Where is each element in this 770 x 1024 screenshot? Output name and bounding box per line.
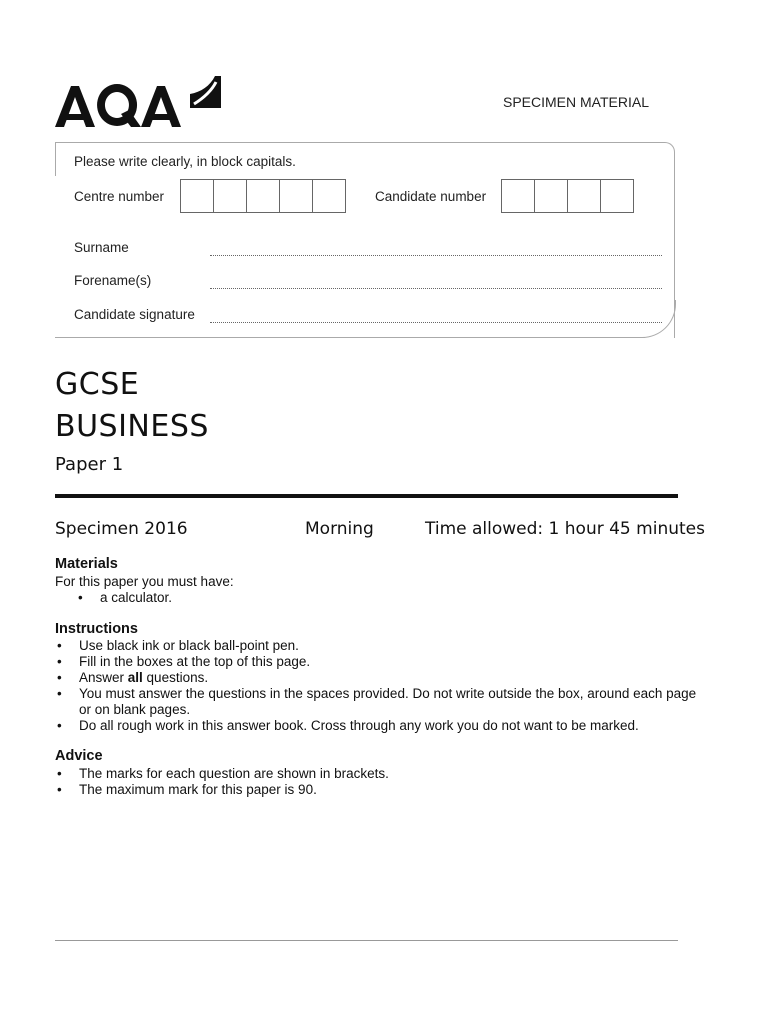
advice-list [55,766,705,798]
centre-number-label: Centre number [74,189,165,204]
list-item: • The maximum mark for this paper is 90. [57,782,317,797]
list-item: • Use black ink or black ball-point pen. [57,638,299,653]
list-item: • a calculator. [78,590,173,605]
session-time-of-day: Morning [305,519,374,539]
title-divider [55,494,678,498]
paper-number: Paper 1 [55,454,124,475]
signature-label: Candidate signature [74,307,195,322]
centre-number-digit-box[interactable] [213,179,247,213]
subject-title: BUSINESS [55,409,209,444]
aqa-logo-mark [55,72,225,132]
signature-line[interactable] [210,322,662,323]
instructions-heading: Instructions [55,621,138,637]
specimen-year: Specimen 2016 [55,519,188,539]
list-item: • The marks for each question are shown in brackets. [57,766,389,781]
surname-label: Surname [74,240,129,255]
centre-number-digit-box[interactable] [180,179,214,213]
materials-intro: For this paper you must have: [55,574,234,589]
list-item: • Fill in the boxes at the top of this page. [57,654,311,669]
forenames-label: Forename(s) [74,273,152,288]
candidate-number-boxes[interactable] [501,179,633,213]
advice-heading: Advice [55,748,103,764]
block-capitals-instruction: Please write clearly, in block capitals. [74,154,296,169]
candidate-number-digit-box[interactable] [600,179,634,213]
list-item: • Do all rough work in this answer book. Cross through any work you do not want to be marked. [57,718,639,733]
list-item: • Answer all questions. [57,670,209,685]
qualification-title: GCSE [55,367,140,402]
candidate-number-digit-box[interactable] [501,179,535,213]
materials-list [76,590,476,606]
centre-number-boxes[interactable] [180,179,345,213]
instructions-list [55,638,705,734]
forenames-line[interactable] [210,288,662,289]
candidate-number-digit-box[interactable] [534,179,568,213]
centre-number-digit-box[interactable] [312,179,346,213]
time-allowed: Time allowed: 1 hour 45 minutes [425,519,705,539]
candidate-box-left-border [55,142,56,176]
centre-number-digit-box[interactable] [246,179,280,213]
specimen-material-label: SPECIMEN MATERIAL [503,94,649,110]
aqa-logo [55,72,225,132]
centre-number-digit-box[interactable] [279,179,313,213]
candidate-number-label: Candidate number [375,189,487,204]
candidate-box-bottom-border [55,337,645,338]
materials-heading: Materials [55,556,118,572]
candidate-number-digit-box[interactable] [567,179,601,213]
footer-divider [55,940,678,941]
surname-line[interactable] [210,255,662,256]
list-item: • You must answer the questions in the spaces provided. Do not write outside the box, around each page or on blank pages. [57,686,697,717]
